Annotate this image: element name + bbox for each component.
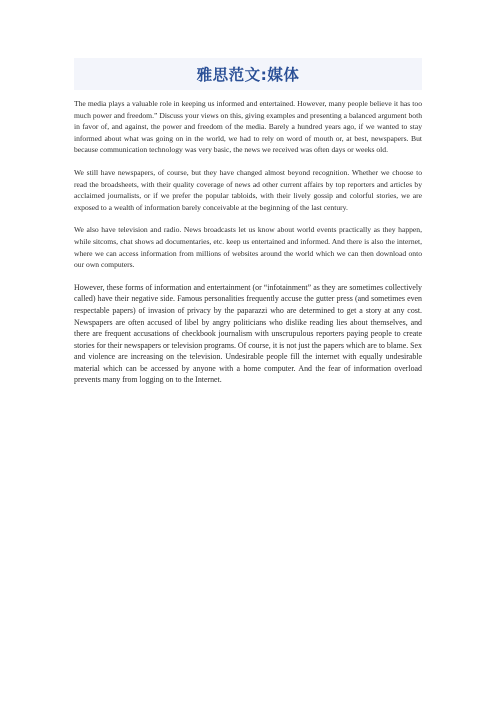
paragraph-2: We still have newspapers, of course, but they have changed almost beyond recognition. Whether we choose to read the broadsheets, with their quality coverage of news ad other current affairs by top reporters and articles by acclaimed journalists, or if we prefer the popular tabloids, with their lively gossip and colorful stories, we are exposed to a wealth of information barely conceivable at the beginning of the last century. (74, 167, 422, 212)
title-band (74, 58, 422, 90)
paragraph-4: However, these forms of information and entertainment (or “infotainment” as they are sometimes collectively called) have their negative side. Famous personalities frequently accuse the gutter press (and sometimes even respectable papers) of invasion of privacy by the paparazzi who are determined to get a story at any cost. Newspapers are often accused of libel by angry politicians who dislike reading lies about themselves, and there are frequent accusations of checkbook journalism with unscrupulous reporters paying people to create stories for their newspapers or television programs. Of course, it is not just the papers which are to blame. Sex and violence are increasing on the television. Undesirable people fill the internet with equally undesirable material which can be accessed by anyone with a home computer. And the fear of information overload prevents many from logging on to the Internet. (74, 282, 422, 385)
paragraph-3: We also have television and radio. News broadcasts let us know about world events practically as they happen, while sitcoms, chat shows ad documentaries, etc. keep us entertained and informed. And there is also the internet, where we can access information from millions of websites around the world which we can then download onto our own computers. (74, 225, 422, 270)
paragraph-1: The media plays a valuable role in keeping us informed and entertained. However, many people believe it has too much power and freedom.” Discuss your views on this, giving examples and presenting a balanced argument both in favor of, and against, the power and freedom of the media. Barely a hundred years ago, if we wanted to stay informed about what was going on in the world, we had to rely on word of mouth or, at best, newspapers. But because communication technology was very basic, the news we received was often days or weeks old. (74, 99, 422, 155)
document-page (74, 58, 422, 397)
document-title: 雅思范文:媒体 (196, 66, 300, 84)
